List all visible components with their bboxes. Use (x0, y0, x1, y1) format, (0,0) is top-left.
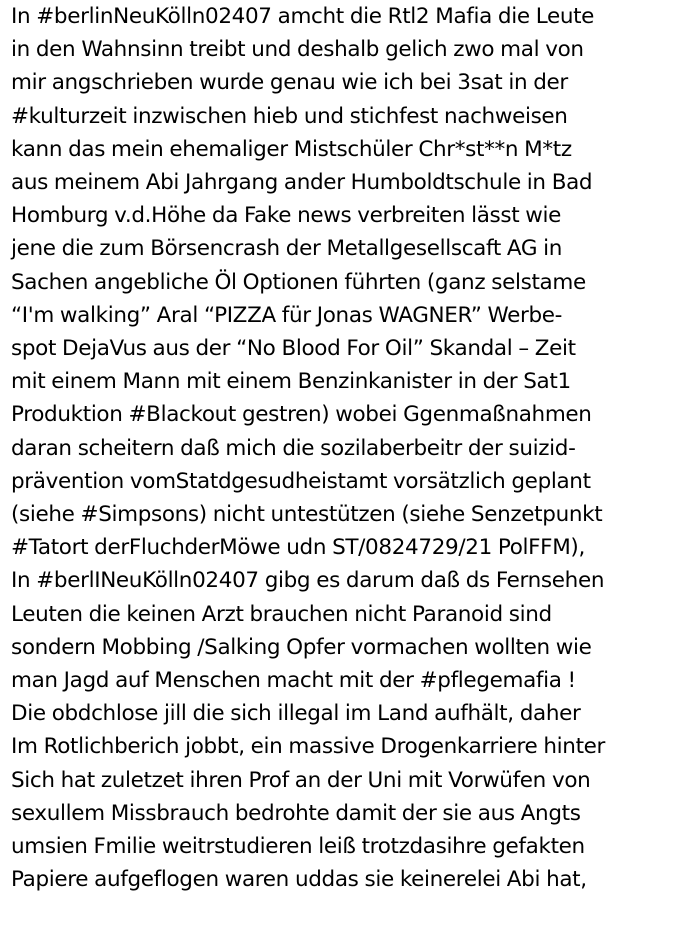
text-line: Homburg v.d.Höhe da Fake news verbreiten lässt wie (11, 203, 562, 229)
text-line: In #berlINeuKölln02407 gibg es darum daß ds Fernsehen (11, 568, 605, 594)
text-line: Die obdchlose jill die sich illegal im Land aufhält, daher (11, 701, 581, 727)
text-line: mit einem Mann mit einem Benzinkanister in der Sat1 (11, 369, 571, 395)
text-line: kann das mein ehemaliger Mistschüler Chr*st**n M*tz (11, 136, 572, 162)
text-line: jene die zum Börsencrash der Metallgesellscaft AG in (11, 236, 563, 262)
text-line: Papiere aufgeflogen waren uddas sie keinerelei Abi hat, (11, 867, 587, 893)
text-line: sondern Mobbing /Salking Opfer vormachen wollten wie (11, 634, 592, 660)
text-line: In #berlinNeuKölln02407 amcht die Rtl2 Mafia die Leute (11, 4, 595, 29)
text-line: umsien Fmilie weitrstudieren leiß trotzdasihre gefakten (11, 834, 585, 860)
text-line: daran scheitern daß mich die sozilaberbeitr der suizid- (11, 435, 576, 461)
text-line: man Jagd auf Menschen macht mit der #pflegemafia ! (11, 668, 576, 694)
text-line: prävention vomStatdgesudheistamt vorsätzlich geplant (11, 468, 591, 494)
text-line: #kulturzeit inzwischen hieb und stichfest nachweisen (11, 103, 568, 129)
text-line: “I'm walking” Aral “PIZZA für Jonas WAGNER” Werbe- (11, 302, 563, 328)
text-line: sexullem Missbrauch bedrohte damit der sie aus Angts (11, 800, 581, 826)
text-line: Produktion #Blackout gestren) wobei Ggenmaßnahmen (11, 402, 592, 428)
text-line: mir angschrieben wurde genau wie ich bei 3sat in der (11, 70, 568, 96)
text-line: Im Rotlichberich jobbt, ein massive Drogenkarriere hinter (11, 734, 606, 760)
text-line: Sich hat zuletzet ihren Prof an der Uni mit Vorwüfen von (11, 767, 591, 793)
body-text (11, 0, 681, 896)
text-line: Sachen angebliche Öl Optionen führten (ganz selstame (11, 269, 586, 295)
text-line: (siehe #Simpsons) nicht untestützen (siehe Senzetpunkt (11, 502, 603, 528)
text-line: aus meinem Abi Jahrgang ander Humboldtschule in Bad (11, 170, 593, 196)
text-line: in den Wahnsinn treibt und deshalb gelich zwo mal von (11, 37, 584, 63)
text-line: #Tatort derFluchderMöwe udn ST/0824729/21 PolFFM), (11, 535, 585, 561)
text-line: spot DejaVus aus der “No Blood For Oil” Skandal – Zeit (11, 336, 576, 362)
text-line: Leuten die keinen Arzt brauchen nicht Paranoid sind (11, 601, 552, 627)
